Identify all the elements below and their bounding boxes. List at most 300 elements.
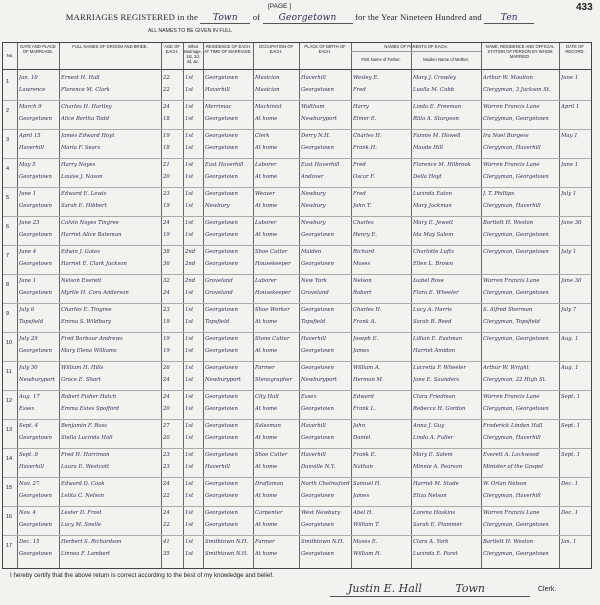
father-line2: Fred	[353, 87, 366, 93]
age-line2: 36	[163, 261, 170, 267]
entry-number: 17	[6, 543, 13, 549]
officiant-line2: Clergyman, Georgetown	[483, 116, 549, 122]
occupation-line1: Carpenter	[255, 510, 283, 516]
father-line1: William A.	[353, 365, 381, 371]
birthplace-line1: East Haverhill	[301, 162, 340, 168]
father-line2: Henry E.	[353, 232, 377, 238]
names-line2: Mary Elena Williams	[61, 348, 117, 354]
occupation-line1: Weaver	[255, 191, 275, 197]
title-prefix: MARRIAGES REGISTERED in the	[65, 12, 198, 22]
residence-line1: Georgetown	[205, 75, 238, 81]
entry-number: 4	[6, 166, 10, 172]
record-date-line1: June 30	[561, 220, 582, 226]
mother-line2: Ida May Salem	[413, 232, 454, 238]
entry-number: 8	[6, 282, 10, 288]
father-line2: Robert	[353, 290, 372, 296]
officiant-line2: Clergyman, Haverhill	[483, 145, 541, 151]
occupation-line1: Stone Cutter	[255, 336, 290, 342]
col-what-marriage: What Marriage, 1st, 2d, 3d, &c.	[184, 44, 202, 64]
entry-number: 9	[6, 311, 10, 317]
residence-line1: Georgetown	[205, 307, 238, 313]
residence-line2: Georgetown	[205, 261, 238, 267]
date-place-line1: Nov. 4	[19, 510, 36, 516]
record-date-line1: July 1	[561, 249, 577, 255]
clerk-signature	[348, 582, 485, 595]
officiant-line1: S. Alfred Sherman	[483, 307, 533, 313]
marriage-entry	[3, 477, 591, 507]
officiant-line1: Clergyman, Georgetown	[483, 336, 549, 342]
birthplace-line2: Georgetown	[301, 87, 334, 93]
officiant-line1: Warren Francis Lane	[483, 104, 540, 110]
record-date-line1: Aug. 1	[561, 336, 579, 342]
marriage-number-line2: 1st	[185, 377, 194, 383]
mother-line2: Rebecca H. Gordon	[413, 406, 466, 412]
date-place-line1: July 6	[19, 307, 35, 313]
age-line1: 23	[163, 307, 170, 313]
birthplace-line2: Georgetown	[301, 232, 334, 238]
father-line1: Richard	[353, 249, 375, 255]
names-line1: Charles E. Tingree	[61, 307, 112, 313]
birthplace-line1: West Newbury	[301, 510, 341, 516]
marriage-entry	[3, 158, 591, 188]
record-date-line1: May 1	[561, 133, 578, 139]
date-place-line2: Georgetown	[19, 174, 52, 180]
occupation-line2: At home	[255, 435, 278, 441]
town-name: Georgetown	[278, 13, 337, 23]
birthplace-line1: Newbury	[301, 191, 326, 197]
marriage-number-line1: 1st	[185, 336, 194, 342]
mother-line2: Harriet Amidon	[413, 348, 456, 354]
marriage-entry	[3, 448, 591, 478]
certification-text: I hereby certify that the above return is correct according to the best of my knowledge and belief.	[10, 572, 274, 579]
record-date-line1: Jan. 1	[561, 539, 577, 545]
officiant-line2: Clergyman, Georgetown	[483, 232, 549, 238]
residence-line2: Georgetown	[205, 232, 238, 238]
occupation-line1: Shoe Worker	[255, 307, 290, 313]
marriage-number-line1: 1st	[185, 539, 194, 545]
mother-line1: Charlotte Lufts	[413, 249, 454, 255]
father-line2: Frank L.	[353, 406, 376, 412]
age-line2: 19	[163, 203, 170, 209]
marriage-number-line1: 1st	[185, 394, 194, 400]
register-title	[0, 12, 600, 24]
father-line1: Samuel H.	[353, 481, 382, 487]
father-line2: John T.	[353, 203, 372, 209]
date-place-line1: Jan. 10	[19, 75, 38, 81]
marriage-number-line2: 1st	[185, 174, 194, 180]
date-place-line2: Georgetown	[19, 203, 52, 209]
father-line1: Charles H.	[353, 133, 382, 139]
age-line2: 22	[163, 522, 170, 528]
names-line1: Edward E. Lewis	[61, 191, 107, 197]
entry-number: 15	[6, 485, 13, 491]
marriage-number-line1: 2nd	[185, 278, 196, 284]
age-line1: 27	[163, 423, 170, 429]
mother-line1: Mary E. Jewett	[413, 220, 454, 226]
marriage-number-line2: 1st	[185, 203, 194, 209]
names-line2: Lelita C. Nelson	[61, 493, 105, 499]
officiant-line1: Arthur W. Moulton	[483, 75, 533, 81]
residence-line1: Merrimac	[205, 104, 232, 110]
date-place-line2: Georgetown	[19, 290, 52, 296]
residence-line2: Georgetown	[205, 522, 238, 528]
birthplace-line2: Georgetown	[301, 406, 334, 412]
officiant-line2: Clergyman, Haverhill	[483, 435, 541, 441]
names-line1: Edward D. Cook	[61, 481, 105, 487]
col-occupation: OCCUPATION OF EACH.	[258, 44, 294, 54]
birthplace-line1: Derry N.H.	[301, 133, 331, 139]
officiant-line1: Warren Francis Lane	[483, 394, 540, 400]
col-residence: RESIDENCE OF EACH AT TIME OF MARRIAGE.	[204, 44, 252, 54]
register-subtitle: ALL NAMES TO BE GIVEN IN FULL	[147, 28, 233, 34]
marriage-entry	[3, 535, 591, 564]
date-place-line2: Georgetown	[19, 261, 52, 267]
marriage-number-line2: 1st	[185, 116, 194, 122]
officiant-line2: Clergyman, Haverhill	[483, 493, 541, 499]
birthplace-line2: Newburyport	[301, 377, 337, 383]
record-date-line1: July 7	[561, 307, 577, 313]
residence-line1: Georgetown	[205, 133, 238, 139]
officiant-line1: Warren Francis Lane	[483, 278, 540, 284]
father-line2: Elmer E.	[353, 116, 377, 122]
age-line1: 41	[163, 539, 170, 545]
date-place-line1: March 9	[19, 104, 42, 110]
mother-line2: Sarah B. Reed	[413, 319, 452, 325]
names-line2: Sarah E. Hibbert	[61, 203, 107, 209]
father-line2: Moses	[353, 261, 371, 267]
names-line1: Lester D. Frost	[61, 510, 102, 516]
marriage-number-line1: 1st	[185, 307, 194, 313]
residence-line1: Georgetown	[205, 510, 238, 516]
col-names: FULL NAMES OF GROOM AND BRIDE.	[72, 44, 148, 49]
father-line2: Nathan	[353, 464, 373, 470]
marriage-number-line2: 1st	[185, 406, 194, 412]
birthplace-line1: Georgetown	[301, 307, 334, 313]
residence-line2: Newburyport	[205, 377, 241, 383]
officiant-line2: Clergyman, Georgetown	[483, 522, 549, 528]
occupation-line1: Machinist	[255, 104, 282, 110]
mother-line1: Mary J. Crowley	[413, 75, 456, 81]
birthplace-line2: Georgetown	[301, 348, 334, 354]
residence-line2: Georgetown	[205, 406, 238, 412]
officiant-line1: Warren Francis Lane	[483, 162, 540, 168]
birthplace-line1: Haverhill	[301, 423, 326, 429]
names-line2: Stella Lucinda Hall	[61, 435, 113, 441]
age-line2: 23	[163, 464, 170, 470]
mother-line1: Lillian E. Eastman	[413, 336, 463, 342]
birthplace-line1: Smithtown N.H.	[301, 539, 345, 545]
date-place-line2: Newburyport	[19, 377, 55, 383]
marriage-entry	[3, 361, 591, 391]
mother-line2: Linda A. Fuller	[413, 435, 454, 441]
father-line1: Fred	[353, 191, 366, 197]
mother-line1: Anna J. Guy	[413, 423, 445, 429]
occupation-line1: Clerk	[255, 133, 270, 139]
names-line2: Myrtle H. Cora Anderson	[61, 290, 129, 296]
age-line2: 22	[163, 493, 170, 499]
mother-line2: Lucinda E. Paret	[413, 551, 458, 557]
marriage-number-line2: 1st	[185, 435, 194, 441]
marriage-number-line1: 1st	[185, 481, 194, 487]
names-line2: Emma S. Wildbury	[61, 319, 112, 325]
birthplace-line1: Georgetown	[301, 365, 334, 371]
marriage-entry	[3, 332, 591, 362]
occupation-line2: At home	[255, 232, 278, 238]
date-place-line1: June 1	[19, 191, 37, 197]
mother-line1: Fannie M. Howell	[413, 133, 461, 139]
officiant-line2: Clergyman, Topsfield	[483, 319, 540, 325]
father-line1: Frank E.	[353, 452, 377, 458]
birthplace-line1: Haverhill	[301, 452, 326, 458]
father-line2: Frank H.	[353, 145, 377, 151]
marriage-number-line2: 1st	[185, 145, 194, 151]
birthplace-line2: Groveland	[301, 290, 329, 296]
father-line1: Nelson	[353, 278, 372, 284]
father-line2: Herman M.	[353, 377, 384, 383]
officiant-line1: J. T. Phillips	[483, 191, 515, 197]
marriage-number-line1: 1st	[185, 423, 194, 429]
occupation-line2: At home	[255, 203, 278, 209]
marriage-number-line1: 1st	[185, 133, 194, 139]
officiant-line2: Clergyman, Georgetown	[483, 290, 549, 296]
marriage-entry	[3, 274, 591, 304]
date-place-line2: Georgetown	[19, 551, 52, 557]
father-line2: William H.	[353, 551, 382, 557]
residence-line2: Georgetown	[205, 493, 238, 499]
mother-line1: Harriet M. Stade	[413, 481, 459, 487]
names-line2: Maria F. Sears	[61, 145, 101, 151]
names-line1: Nelson Everett	[61, 278, 102, 284]
occupation-line2: At home	[255, 551, 278, 557]
marriage-number-line2: 1st	[185, 493, 194, 499]
mother-line2: Flora E. Wheeler	[413, 290, 459, 296]
age-line1: 24	[163, 104, 170, 110]
marriage-number-line1: 2nd	[185, 249, 196, 255]
names-line2: Grace E. Short	[61, 377, 101, 383]
age-line1: 19	[163, 336, 170, 342]
mother-line2: Minnie A. Pearson	[413, 464, 463, 470]
residence-line2: Groveland	[205, 290, 233, 296]
mother-line1: Lucy A. Harris	[413, 307, 453, 313]
mother-line1: Isabel Rose	[413, 278, 444, 284]
occupation-line2: Housekeeper	[255, 290, 291, 296]
page-mark: [PAGE ]	[268, 3, 291, 10]
age-line1: 38	[163, 249, 170, 255]
birthplace-line1: Newbury	[301, 220, 326, 226]
occupation-line2: Housekeeper	[255, 261, 291, 267]
father-line1: Harry	[353, 104, 369, 110]
birthplace-line2: Georgetown	[301, 261, 334, 267]
marriage-number-line2: 2nd	[185, 261, 196, 267]
residence-line2: Newbury	[205, 203, 230, 209]
occupation-line2: Musician	[255, 87, 280, 93]
occupation-line1: Farmer	[255, 539, 275, 545]
age-line1: 24	[163, 394, 170, 400]
officiant-line1: Frederick Linden Hall	[483, 423, 543, 429]
residence-line2: Haverhill	[205, 464, 230, 470]
age-line1: 23	[163, 452, 170, 458]
occupation-line2: At home	[255, 464, 278, 470]
record-date-line1: June 1	[561, 162, 579, 168]
date-place-line2: Essex	[19, 406, 35, 412]
father-line2: Oscar F.	[353, 174, 375, 180]
mother-line1: Clara A. York	[413, 539, 449, 545]
birthplace-line2: Andover	[301, 174, 324, 180]
date-place-line1: Sept. 8	[19, 452, 39, 458]
names-line2: Lucy M. Snelle	[61, 522, 102, 528]
officiant-line2: Clergyman, Georgetown	[483, 406, 549, 412]
officiant-line1: Ira Noel Burgess	[483, 133, 529, 139]
residence-line1: Georgetown	[205, 452, 238, 458]
date-place-line2: Georgetown	[19, 116, 52, 122]
marriage-number-line2: 1st	[185, 319, 194, 325]
col-date-place: DATE AND PLACE OF MARRIAGE.	[20, 44, 56, 54]
date-place-line1: Nov. 27	[19, 481, 40, 487]
age-line2: 20	[163, 435, 170, 441]
mother-line2: Eliza Nelson	[413, 493, 447, 499]
entry-number: 1	[6, 79, 10, 85]
occupation-line1: Draftsman	[255, 481, 284, 487]
father-line2: James	[353, 348, 370, 354]
names-line1: Edwin J. Gates	[61, 249, 101, 255]
occupation-line2: At home	[255, 174, 278, 180]
age-line1: 21	[163, 162, 170, 168]
occupation-line1: Musician	[255, 75, 280, 81]
signature-title: Town	[455, 582, 485, 595]
record-date-line1: Sept. 1	[561, 423, 581, 429]
age-line1: 24	[163, 481, 170, 487]
age-line1: 24	[163, 510, 170, 516]
father-line1: Edward	[353, 394, 374, 400]
age-line2: 20	[163, 174, 170, 180]
age-line2: 18	[163, 116, 170, 122]
date-place-line2: Haverhill	[19, 464, 44, 470]
mother-line2: Sarah E. Plummer	[413, 522, 463, 528]
father-line1: Joseph E.	[353, 336, 379, 342]
officiant-line1: Bartlett H. Weston	[483, 220, 534, 226]
father-line1: Fred	[353, 162, 366, 168]
father-line2: William T.	[353, 522, 380, 528]
entry-number: 5	[6, 195, 10, 201]
record-date-line1: Dec. 1	[561, 481, 579, 487]
officiant-line2: Clergyman, Georgetown	[483, 551, 549, 557]
names-line1: Charles H. Hartley	[61, 104, 112, 110]
record-date-line1: June 1	[561, 75, 579, 81]
occupation-line2: Stenographer	[255, 377, 293, 383]
names-line1: James Edward Hoyt	[61, 133, 115, 139]
occupation-line2: At home	[255, 319, 278, 325]
mother-line2: Rilla A. Sturgeon	[413, 116, 459, 122]
record-date-line1: April 1	[561, 104, 580, 110]
marriage-number-line2: 1st	[185, 522, 194, 528]
date-place-line1: Aug. 17	[19, 394, 40, 400]
mother-line1: Lorena Haskins	[413, 510, 456, 516]
occupation-line1: Laborer	[255, 278, 277, 284]
birthplace-line2: Georgetown	[301, 435, 334, 441]
record-date-line1: Dec. 1	[561, 510, 579, 516]
col-age: AGE OF EACH.	[164, 44, 180, 54]
marriage-number-line2: 1st	[185, 464, 194, 470]
age-line1: 26	[163, 365, 170, 371]
birthplace-line1: Haverhill	[301, 336, 326, 342]
signature-name: Justin E. Hall	[348, 582, 422, 595]
marriage-number-line2: 1st	[185, 290, 194, 296]
date-place-line2: Topsfield	[19, 319, 44, 325]
age-line2: 35	[163, 551, 170, 557]
names-line1: Fred Barbour Andrews	[61, 336, 123, 342]
names-line1: Herbert S. Richardson	[61, 539, 122, 545]
birthplace-line1: North Chelmsford	[301, 481, 350, 487]
marriage-number-line2: 1st	[185, 232, 194, 238]
names-line2: Harriet Alice Bateman	[61, 232, 122, 238]
names-line1: Harry Noyes	[61, 162, 96, 168]
col-record-date: DATE OF RECORD.	[565, 44, 585, 54]
birthplace-line1: New York	[301, 278, 327, 284]
birthplace-line2: Newbury	[301, 203, 326, 209]
occupation-line1: City Hall	[255, 394, 279, 400]
age-line1: 24	[163, 220, 170, 226]
entry-number: 14	[6, 456, 13, 462]
marriage-number-line1: 1st	[185, 220, 194, 226]
marriage-entry	[3, 303, 591, 333]
mother-line2: Luella M. Cobb	[413, 87, 455, 93]
birthplace-line2: Georgetown	[301, 145, 334, 151]
col-parents: NAMES OF PARENTS OF EACH.	[384, 44, 448, 49]
col-mother: Maiden Name of Mother.	[423, 57, 469, 62]
clerk-label: Clerk.	[538, 586, 557, 593]
birthplace-line1: Malden	[301, 249, 322, 255]
date-place-line1: June 1	[19, 278, 37, 284]
age-line2: 19	[163, 319, 170, 325]
date-place-line1: Dec. 15	[19, 539, 40, 545]
date-place-line2: Georgetown	[19, 493, 52, 499]
names-line2: Laura E. Westcott	[61, 464, 110, 470]
marriage-entry	[3, 71, 591, 101]
date-place-line1: July 29	[19, 336, 38, 342]
residence-line1: Georgetown	[205, 481, 238, 487]
marriage-number-line2: 1st	[185, 551, 194, 557]
residence-line2: Georgetown	[205, 348, 238, 354]
col-birthplace: PLACE OF BIRTH OF EACH.	[304, 44, 346, 54]
father-line2: James	[353, 493, 370, 499]
residence-line1: Smithtown N.H.	[205, 539, 249, 545]
mother-line2: Della Hoyt	[413, 174, 442, 180]
birthplace-line1: Haverhill	[301, 75, 326, 81]
officiant-line2: Clergyman, Georgetown	[483, 174, 549, 180]
age-line1: 23	[163, 191, 170, 197]
entry-number: 11	[6, 369, 12, 375]
officiant-line2: Minister of the Gospel	[483, 464, 543, 470]
record-date-line1: Aug. 1	[561, 365, 579, 371]
father-line2: Frank A.	[353, 319, 377, 325]
age-line2: 18	[163, 145, 170, 151]
father-line2: Daniel	[353, 435, 371, 441]
entry-number: 6	[6, 224, 10, 230]
father-line1: John	[353, 423, 366, 429]
age-line2: 24	[163, 290, 170, 296]
age-line2: 19	[163, 348, 170, 354]
date-place-line2: Georgetown	[19, 522, 52, 528]
entry-number: 3	[6, 137, 10, 143]
marriage-number-line2: 1st	[185, 87, 194, 93]
names-line1: Benjamin F. Ross	[61, 423, 107, 429]
marriage-number-line1: 1st	[185, 104, 194, 110]
date-place-line1: June 23	[19, 220, 40, 226]
residence-line2: Georgetown	[205, 145, 238, 151]
officiant-line1: Clergyman, Georgetown	[483, 249, 549, 255]
marriage-entry	[3, 419, 591, 449]
entry-number: 12	[6, 398, 13, 404]
